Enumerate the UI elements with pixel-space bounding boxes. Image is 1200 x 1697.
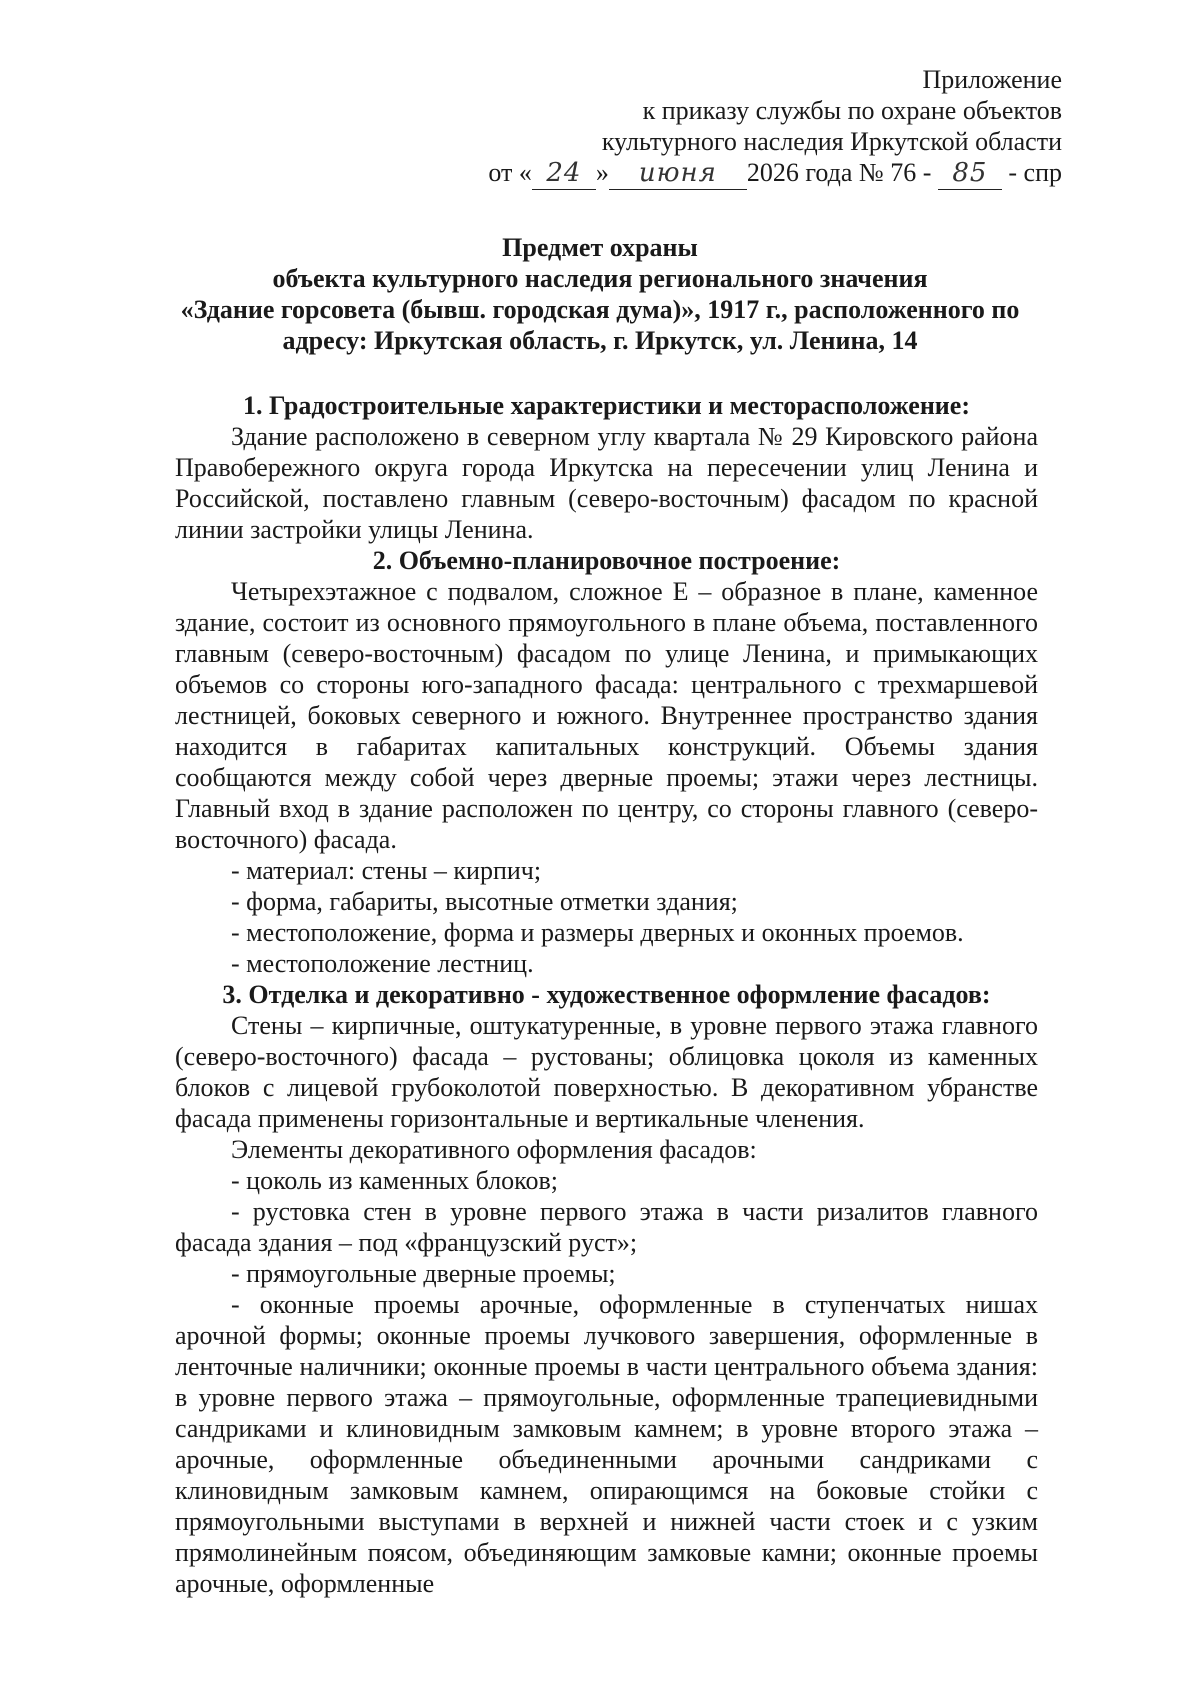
handwritten-month: июня [609,158,747,190]
section-3-item-doors: - прямоугольные дверные проемы; [231,1259,616,1288]
section-3-elements-intro: Элементы декоративного оформления фасадов: [231,1135,757,1164]
section-3-item-plinth: - цоколь из каменных блоков; [231,1166,558,1195]
section-1-paragraph: Здание расположено в северном углу квартала № 29 Кировского района Правобережного округа города Иркутска на пересечении улиц Ленина и Российской, поставлено главным (северо-восточным) фасадом по красной линии застройки улицы Ленина. [175,422,1038,544]
handwritten-day: 24 [532,158,596,190]
date-suffix: 2026 года № 76 - [746,158,932,187]
title-line-1: Предмет охраны [502,233,698,262]
section-2-item-openings: - местоположение, форма и размеры дверных и оконных проемов. [231,918,964,947]
title-line-3: «Здание горсовета (бывш. городская дума)», 1917 г., расположенного по [180,295,1020,324]
section-3-paragraph: Стены – кирпичные, оштукатуренные, в уровне первого этажа главного (северо-восточного) фасада – рустованы; облицовка цоколя из каменных блоков с лицевой грубоколотой поверхностью. В декоративном убранстве фасада применены горизонтальные и вертикальные членения. [175,1011,1038,1133]
appendix-date-line [488,157,1062,190]
order-suffix: - спр [1008,158,1062,187]
section-2-heading: 2. Объемно-планировочное построение: [372,546,841,575]
section-2-paragraph: Четырехэтажное с подвалом, сложное Е – образное в плане, каменное здание, состоит из основного прямоугольного в плане объема, поставленного главным (северо-восточным) фасадом по улице Ленина, и примыкающих объемов со стороны юго-западного фасада: центрального с трехмаршевой лестницей, боковых северного и южного. Внутреннее пространство здания находится в габаритах капитальных конструкций. Объемы здания сообщаются между собой через дверные проемы; этажи через лестницы. Главный вход в здание расположен по центру, со стороны главного (северо-восточного) фасада. [175,577,1038,854]
title-line-2: объекта культурного наследия регионального значения [272,264,928,293]
appendix-authority-line: культурного наследия Иркутской области [601,127,1062,156]
section-1-heading: 1. Градостроительные характеристики и месторасположение: [243,391,970,420]
section-3-item-rustication: - рустовка стен в уровне первого этажа в части ризалитов главного фасада здания – под «французский руст»; [175,1197,1038,1257]
section-2-item-material: - материал: стены – кирпич; [231,856,542,885]
section-3-item-windows: - оконные проемы арочные, оформленные в ступенчатых нишах арочной формы; оконные проемы лучкового завершения, оформленные в ленточные наличники; оконные проемы в части центрального объема здания: в уровне первого этажа – прямоугольные, оформленные трапециевидными сандриками и клиновидным замковым камнем; в уровне второго этажа – арочные, оформленные объединенными арочными сандриками с клиновидным замковым камнем, опирающимся на боковые стойки с прямоугольными выступами в верхней и нижней части стоек и с узким прямолинейным поясом, объединяющим замковые камни; оконные проемы арочные, оформленные [175,1290,1038,1598]
section-2-item-form: - форма, габариты, высотные отметки здания; [231,887,738,916]
appendix-order-line: к приказу службы по охране объектов [642,96,1062,125]
date-mid: » [595,158,609,187]
document-title [0,232,1200,356]
appendix-title: Приложение [922,65,1062,94]
section-2-item-stairs: - местоположение лестниц. [231,949,534,978]
handwritten-order-number: 85 [938,158,1002,190]
appendix-header [488,64,1062,190]
date-prefix: от « [488,158,532,187]
document-body [175,390,1038,1599]
title-line-4: адресу: Иркутская область, г. Иркутск, ул. Ленина, 14 [282,326,918,355]
section-3-heading: 3. Отделка и декоративно - художественное оформление фасадов: [222,980,991,1009]
